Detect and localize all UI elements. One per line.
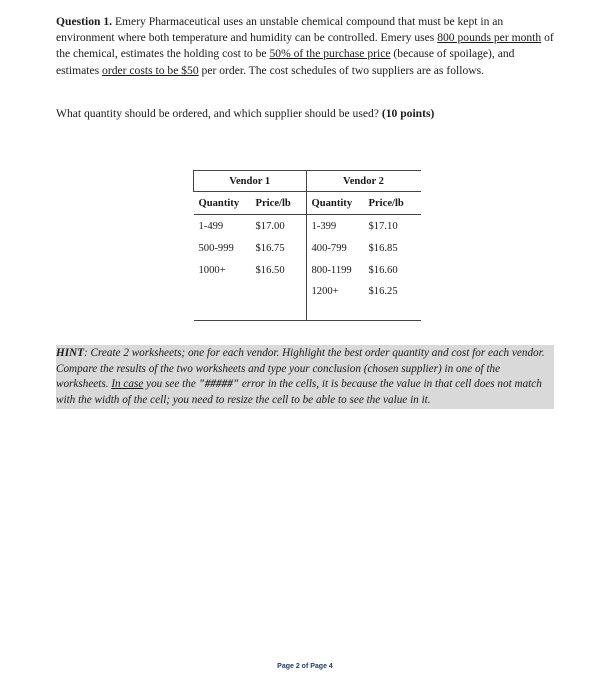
page-footer: Page 2 of Page 4	[277, 663, 333, 670]
v2-qty-cell: 800-1199	[306, 259, 364, 281]
table-row	[194, 215, 421, 238]
hint-label: HINT	[56, 347, 84, 359]
hint-in-case: In case	[111, 378, 144, 391]
v2-quantity-header: Quantity	[306, 192, 364, 215]
v1-qty-cell	[194, 281, 251, 321]
question-text-4: per order. The cost schedules of two suppliers are as follows.	[198, 63, 485, 77]
v1-quantity-header: Quantity	[194, 192, 251, 215]
hint-error-text: "#####"	[198, 378, 240, 391]
holding-underlined: 50% of the purchase price	[269, 47, 391, 61]
v2-qty-cell: 400-799	[306, 237, 364, 259]
question-text-2: of the chemical, estimates the holding cost to be	[56, 31, 554, 61]
usage-underlined: 800 pounds per month	[437, 31, 542, 45]
table-row	[194, 259, 421, 281]
hint-text-2: you see the	[143, 378, 199, 391]
order-cost-underlined: order costs to be $50	[102, 63, 199, 77]
v2-price-cell: $16.25	[364, 281, 421, 321]
v1-qty-cell: 1000+	[198, 264, 226, 276]
question-text-1: Emery Pharmaceutical uses an unstable chemical compound that must be kept in an environment where both temperature and humidity can be controlled. Emery uses	[56, 15, 504, 45]
v1-price-cell	[251, 281, 307, 321]
v2-qty-cell: 1200+	[306, 281, 364, 321]
vendor-price-table	[193, 170, 421, 321]
v1-price-cell: $16.50	[255, 264, 285, 276]
v1-price-header: Price/lb	[251, 192, 307, 215]
v1-price-cell: $16.75	[255, 242, 285, 254]
v1-qty-cell: 500-999	[198, 242, 234, 254]
v1-qty-cell: 1-499	[198, 220, 224, 232]
v2-qty-cell: 1-399	[306, 215, 364, 238]
vendor2-header: Vendor 2	[306, 171, 421, 192]
points-label: (10 points)	[381, 107, 435, 120]
question-ask	[56, 106, 554, 122]
hint-box	[56, 345, 554, 409]
vendor-header-row	[194, 171, 421, 192]
question-label: Question 1.	[56, 15, 113, 28]
v2-price-cell: $16.60	[368, 264, 398, 276]
v2-price-header: Price/lb	[364, 192, 421, 215]
v2-price-cell: $17.10	[368, 220, 398, 232]
hint-text-1: : Create 2 worksheets; one for each vendor. Highlight the best order quantity and cost for each vendor. Compare the results of the two worksheets and type your conclusion (chosen supplier) in one of the worksheets.	[56, 347, 545, 391]
column-header-row	[194, 192, 421, 215]
hint-text-3: error in the cells, it is because the value in that cell does not match with the width of the cell; you need to resize the cell to be able to see the value in it.	[56, 378, 542, 406]
ask-text: What quantity should be ordered, and which supplier should be used?	[56, 107, 382, 120]
table-row	[194, 281, 421, 321]
question-paragraph	[56, 14, 554, 79]
table-row	[194, 237, 421, 259]
question-text-3: (because of spoilage), and estimates	[56, 47, 515, 77]
v2-price-cell: $16.85	[368, 242, 398, 254]
vendor1-header: Vendor 1	[194, 171, 307, 192]
v1-price-cell: $17.00	[255, 220, 285, 232]
